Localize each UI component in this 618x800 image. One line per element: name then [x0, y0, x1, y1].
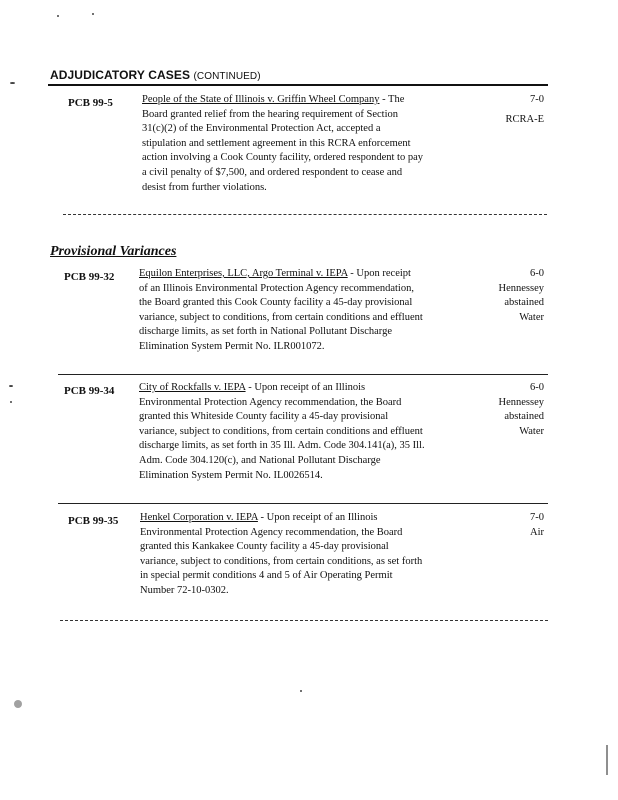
vote-line: Air: [530, 526, 544, 538]
case-parties: Henkel Corporation v. IEPA: [140, 512, 258, 523]
case-vote: [470, 267, 544, 325]
case-vote: [470, 381, 544, 439]
case-line: discharge limits, as set forth in National Pollutant Discharge: [139, 326, 393, 338]
case-entry: [68, 93, 113, 111]
vote-line: Hennessey: [498, 282, 544, 294]
case-entry: [64, 267, 114, 285]
case-line: a civil penalty of $7,500, and ordered respondent to cease and: [142, 166, 403, 178]
case-parties: City of Rockfalls v. IEPA: [139, 382, 246, 393]
case-separator: -: [379, 94, 389, 105]
case-line: 31(c)(2) of the Environmental Protection Act, accepted a: [142, 123, 381, 135]
case-line: variance, subject to conditions, from certain conditions, as set forth: [140, 555, 423, 567]
case-line: Number 72-10-0302.: [140, 584, 229, 596]
case-number: PCB 99-34: [64, 385, 115, 397]
section-title: [50, 68, 261, 82]
case-parties: People of the State of Illinois v. Griffin Wheel Company: [142, 94, 380, 105]
case-line: granted this Whiteside County facility a 45-day provisional: [139, 411, 389, 423]
section-title-paren: (CONTINUED): [193, 71, 261, 82]
case-line: The: [388, 94, 405, 105]
scan-speck: [57, 15, 59, 17]
scan-speck: [10, 82, 15, 84]
case-line: Upon receipt of an Illinois: [266, 512, 378, 523]
case-separator: -: [245, 382, 255, 393]
vote-line: 7-0: [530, 512, 544, 523]
scan-speck: [9, 385, 13, 387]
case-line: Environmental Protection Agency recommendation, the Board: [139, 396, 402, 408]
scan-speck: [92, 13, 94, 15]
case-line: Environmental Protection Agency recommendation, the Board: [140, 526, 403, 538]
vote-line: 7-0: [530, 94, 544, 105]
vote-line: Water: [519, 425, 544, 437]
section-title-main: ADJUDICATORY CASES: [50, 68, 191, 82]
case-divider: [60, 620, 548, 621]
case-number: PCB 99-35: [68, 515, 119, 527]
scan-speck: [606, 745, 608, 775]
case-line: of an Illinois Environmental Protection Agency recommendation,: [139, 282, 414, 294]
case-line: stipulation and settlement agreement in this RCRA enforcement: [142, 137, 411, 149]
case-vote: [470, 93, 544, 127]
scan-speck: [14, 700, 22, 708]
case-description: [139, 267, 489, 355]
vote-line: RCRA-E: [505, 113, 544, 125]
case-entry: [68, 511, 118, 529]
case-number: PCB 99-32: [64, 271, 115, 283]
case-line: variance, subject to conditions, from certain conditions and effluent: [139, 425, 423, 437]
case-separator: -: [347, 268, 357, 279]
vote-line: Water: [519, 311, 544, 323]
case-line: the Board granted this Cook County facility a 45-day provisional: [139, 297, 413, 309]
case-line: Elimination System Permit No. ILR001072.: [139, 340, 325, 352]
section-rule: [48, 84, 548, 86]
case-line: Upon receipt: [356, 268, 411, 279]
case-line: desist from further violations.: [142, 181, 267, 193]
case-number: PCB 99-5: [68, 97, 113, 109]
case-line: granted this Kankakee County facility a 45-day provisional: [140, 541, 389, 553]
case-description: [140, 511, 490, 599]
case-description: [142, 93, 487, 195]
case-line: Elimination System Permit No. IL0026514.: [139, 469, 323, 481]
vote-line: 6-0: [530, 268, 544, 279]
vote-line: 6-0: [530, 382, 544, 393]
case-line: action involving a Cook County facility, ordered respondent to pay: [142, 152, 424, 164]
case-line: Board granted relief from the hearing requirement of Section: [142, 108, 398, 120]
case-entry: [64, 381, 114, 399]
case-line: variance, subject to conditions, from certain conditions and effluent: [139, 311, 423, 323]
case-line: Adm. Code 304.120(c), and National Pollutant Discharge: [139, 454, 381, 466]
case-separator: -: [257, 512, 267, 523]
case-divider: [63, 214, 547, 215]
case-parties: Equilon Enterprises, LLC, Argo Terminal v. IEPA: [139, 268, 348, 279]
provisional-variances-heading: Provisional Variances: [50, 244, 177, 259]
scan-speck: [300, 690, 302, 692]
case-line: discharge limits, as set forth in 35 Ill. Adm. Code 304.141(a), 35 Ill.: [139, 440, 425, 452]
vote-line: Hennessey: [498, 396, 544, 408]
case-line: Upon receipt of an Illinois: [254, 382, 366, 393]
case-vote: [470, 511, 544, 540]
case-description: [139, 381, 489, 483]
scan-speck: [10, 401, 12, 403]
case-divider: [58, 374, 548, 375]
vote-line: abstained: [504, 411, 544, 423]
case-line: in special permit conditions 4 and 5 of Air Operating Permit: [140, 570, 393, 582]
vote-line: abstained: [504, 297, 544, 309]
case-divider: [58, 503, 548, 504]
